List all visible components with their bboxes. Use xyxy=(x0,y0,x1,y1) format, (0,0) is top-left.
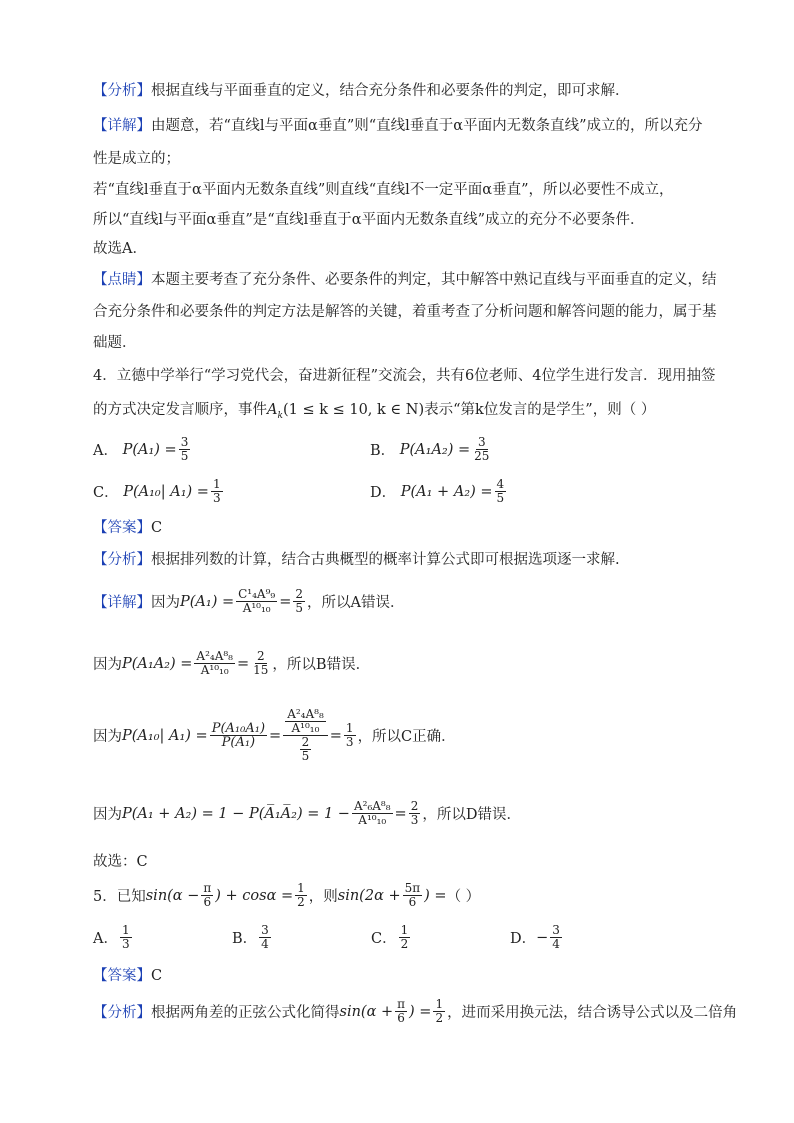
eq-sign: = xyxy=(279,593,292,610)
option-fraction xyxy=(472,436,491,463)
eq-fraction xyxy=(352,800,393,827)
fraction-numerator: 3 xyxy=(261,923,269,937)
q4-detail-eq-4 xyxy=(93,800,521,827)
eq-fraction xyxy=(236,588,277,615)
fraction-numerator: P(A₁₀A₁) xyxy=(211,721,266,736)
detail-tag: 【详解】 xyxy=(93,595,151,611)
q4-answer xyxy=(93,518,162,538)
fraction-denominator: 5 xyxy=(295,601,304,615)
q4-analysis xyxy=(93,550,620,570)
fraction-numerator: 3 xyxy=(552,923,560,937)
q3-analysis xyxy=(93,81,630,101)
q5-stem-text-c: （ ） xyxy=(446,889,481,905)
q4-stem-text-b: 表示“第k位发言的是学生”，则（ ） xyxy=(424,402,656,418)
detail-intro: 因为 xyxy=(151,595,180,611)
q3-comment-line-3: 础题． xyxy=(93,335,137,351)
fraction-numerator: C¹₄A⁹₉ xyxy=(238,587,276,601)
q5-stem-text-b: ，则 xyxy=(308,889,338,905)
eq-tail: ，所以A错误． xyxy=(307,595,405,611)
fraction-numerator: π xyxy=(397,997,406,1011)
option-fraction xyxy=(399,924,411,951)
fraction-denominator: A¹⁰₁₀ xyxy=(242,601,271,615)
fraction-numerator: 2 xyxy=(410,799,419,813)
option-label: C． xyxy=(371,931,397,947)
answer-tag: 【答案】 xyxy=(93,968,151,984)
fraction-numerator: 1 xyxy=(345,721,354,735)
q4-option-b xyxy=(370,436,493,463)
compound-denominator xyxy=(298,736,314,763)
compound-numerator xyxy=(283,708,328,736)
option-label: D． xyxy=(510,931,537,947)
fraction-denominator: P(A₁) xyxy=(221,735,256,750)
q4-choice: 故选：C xyxy=(93,854,148,870)
fraction-denominator: 5 xyxy=(496,491,505,505)
q4-stem-line-2 xyxy=(93,400,655,426)
option-fraction xyxy=(120,924,132,951)
option-fraction xyxy=(259,924,271,951)
eq-result xyxy=(251,650,270,677)
q3-comment-line-1 xyxy=(93,270,717,290)
q3-detail-line-4: 所以“直线l与平面α垂直”是“直线l垂直于α平面内无数条直线”成立的充分不必要条件． xyxy=(93,212,645,228)
fraction-numerator: 1 xyxy=(435,997,444,1011)
fraction-numerator: 1 xyxy=(400,923,409,937)
q4-analysis-text: 根据排列数的计算，结合古典概型的概率计算公式即可根据选项逐一求解. xyxy=(151,552,620,568)
fraction-denominator: A¹⁰₁₀ xyxy=(358,813,387,827)
q4-event-sub: k xyxy=(277,410,283,421)
q3-analysis-text: 根据直线与平面垂直的定义，结合充分条件和必要条件的判定，即可求解． xyxy=(151,83,630,99)
fraction-denominator: 6 xyxy=(203,895,212,909)
fraction-numerator: 2 xyxy=(301,735,310,749)
q4-stem-line-1: 4．立德中学举行“学习党代会，奋进新征程”交流会，共有6位老师、4位学生进行发言．现用抽签 xyxy=(93,368,716,384)
q5-expr-1: sin(α − xyxy=(145,887,200,904)
eq-lhs: P(A₁) = xyxy=(180,593,235,610)
option-fraction xyxy=(211,478,223,505)
eq-tail: ，所以B错误． xyxy=(272,657,371,673)
option-label: A． xyxy=(93,443,118,459)
q3-detail-text-1: 由题意，若“直线l与平面α垂直”则“直线l垂直于α平面内无数条直线”成立的，所以充分 xyxy=(151,118,703,134)
q5-analysis xyxy=(93,998,737,1025)
q5-analysis-expr-2: ) = xyxy=(409,1003,432,1020)
option-expr: P(A₁) = xyxy=(122,441,177,458)
fraction-denominator: 3 xyxy=(212,491,221,505)
q5-analysis-text-b: ，进而采用换元法，结合诱导公式以及二倍角 xyxy=(447,1005,738,1021)
q5-analysis-text-a: 根据两角差的正弦公式化简得 xyxy=(151,1005,340,1021)
option-label: A． xyxy=(93,931,118,947)
q4-detail-eq-2 xyxy=(93,650,370,677)
option-fraction xyxy=(550,924,562,951)
fraction-numerator: 1 xyxy=(212,477,221,491)
fraction-numerator: 1 xyxy=(297,881,305,895)
q5-stem-text-a: 5．已知 xyxy=(93,889,146,905)
q5-analysis-expr: sin(α + xyxy=(339,1003,394,1020)
fraction-numerator: 3 xyxy=(180,435,189,449)
q4-event-condition: (1 ≤ k ≤ 10, k ∈ N) xyxy=(282,402,425,418)
q5-analysis-half-fraction xyxy=(433,998,445,1025)
q5-half-fraction xyxy=(295,882,307,909)
detail-intro: 因为 xyxy=(93,657,122,673)
eq-tail: ，所以C正确． xyxy=(357,729,456,745)
fraction-numerator: A²₄A⁸₈ xyxy=(196,649,233,663)
q5-expr-4: ) = xyxy=(424,887,447,904)
option-expr: P(A₁₀| A₁) = xyxy=(123,483,209,500)
detail-intro: 因为 xyxy=(93,729,122,745)
q4-event-symbol: A xyxy=(267,402,278,418)
q4-answer-value: C xyxy=(151,520,163,536)
option-label: B． xyxy=(370,443,396,459)
fraction-denominator: 6 xyxy=(408,895,417,909)
q5-option-b xyxy=(232,924,273,951)
eq-tail: ，所以D错误． xyxy=(422,807,521,823)
eq-sign: = xyxy=(394,805,407,822)
q4-option-a xyxy=(93,436,192,463)
q5-5pi-fraction xyxy=(403,882,423,909)
q4-option-d xyxy=(370,478,508,505)
eq-sign: = xyxy=(269,727,282,744)
fraction-denominator: 3 xyxy=(345,735,354,749)
fraction-denominator: 2 xyxy=(435,1011,444,1025)
eq-compound-fraction xyxy=(283,708,328,763)
fraction-numerator: A²₆A⁸₈ xyxy=(353,799,391,813)
option-expr: P(A₁ + A₂) = xyxy=(400,483,493,500)
q5-option-c xyxy=(371,924,412,951)
option-fraction xyxy=(179,436,191,463)
q5-expr-2: ) + cosα = xyxy=(215,887,294,904)
q5-stem xyxy=(93,882,480,909)
fraction-numerator: π xyxy=(203,881,212,895)
eq-sign: = xyxy=(329,727,342,744)
q4-option-c xyxy=(93,478,225,505)
option-expr: P(A₁A₂) = xyxy=(399,441,471,458)
q4-stem-text-a: 的方式决定发言顺序，事件 xyxy=(93,402,267,418)
fraction-numerator: 2 xyxy=(256,649,265,663)
q5-answer-value: C xyxy=(151,968,163,984)
fraction-numerator: 1 xyxy=(121,923,130,937)
q4-detail-eq-1 xyxy=(93,588,405,615)
eq-sign: = xyxy=(236,655,250,672)
fraction-numerator: 5π xyxy=(404,881,421,895)
fraction-numerator: 2 xyxy=(295,587,304,601)
fraction-denominator: 25 xyxy=(474,449,490,463)
analysis-tag: 【分析】 xyxy=(93,1005,151,1021)
fraction-denominator: A¹⁰₁₀ xyxy=(291,721,320,735)
fraction-numerator: 4 xyxy=(496,477,505,491)
detail-intro: 因为 xyxy=(93,807,122,823)
eq-result xyxy=(409,800,421,827)
option-label: C． xyxy=(93,485,119,501)
q3-detail-line-1 xyxy=(93,116,703,136)
option-sign: − xyxy=(536,929,549,946)
fraction-denominator: 4 xyxy=(552,937,560,951)
q3-detail-line-2: 性是成立的； xyxy=(93,151,180,167)
eq-lhs: P(A₁₀| A₁) = xyxy=(122,727,208,744)
fraction-denominator: 15 xyxy=(253,663,269,677)
q5-answer xyxy=(93,966,162,986)
fraction-denominator: 4 xyxy=(261,937,269,951)
fraction-denominator: 6 xyxy=(397,1011,405,1025)
q5-pi-fraction xyxy=(201,882,213,909)
q5-option-a xyxy=(93,924,134,951)
option-label: B． xyxy=(232,931,258,947)
eq-lhs: P(A₁ + A₂) = 1 − P(A̅₁A̅₂) = 1 − xyxy=(122,805,350,822)
fraction-numerator: 3 xyxy=(477,435,486,449)
analysis-tag: 【分析】 xyxy=(93,83,151,99)
fraction-numerator: A²₄A⁸₈ xyxy=(287,707,324,721)
q5-analysis-pi-fraction xyxy=(395,998,407,1025)
q5-option-d xyxy=(510,924,564,951)
eq-lhs: P(A₁A₂) = xyxy=(122,655,193,672)
q3-detail-line-3: 若“直线l垂直于α平面内无数条直线”则直线“直线l不一定平面α垂直”，所以必要性不成立， xyxy=(93,182,674,198)
answer-tag: 【答案】 xyxy=(93,520,151,536)
option-label: D． xyxy=(370,485,397,501)
fraction-denominator: 3 xyxy=(410,813,419,827)
eq-fraction xyxy=(194,650,235,677)
fraction-denominator: A¹⁰₁₀ xyxy=(200,663,229,677)
q4-detail-eq-3 xyxy=(93,708,456,763)
fraction-denominator: 3 xyxy=(121,937,130,951)
q3-comment-line-2: 合充分条件和必要条件的判定方法是解答的关键，着重考查了分析问题和解答问题的能力，属于基 xyxy=(93,304,717,320)
option-fraction xyxy=(495,478,507,505)
comment-tag: 【点睛】 xyxy=(93,272,151,288)
eq-result xyxy=(344,722,356,749)
fraction-denominator: 2 xyxy=(297,895,305,909)
analysis-tag: 【分析】 xyxy=(93,552,151,568)
fraction-denominator: 5 xyxy=(180,449,189,463)
q3-comment-text-1: 本题主要考查了充分条件、必要条件的判定，其中解答中熟记直线与平面垂直的定义，结 xyxy=(151,272,717,288)
detail-tag: 【详解】 xyxy=(93,118,151,134)
eq-fraction xyxy=(210,722,267,749)
q3-choice: 故选A． xyxy=(93,241,147,257)
q5-expr-3: sin(2α + xyxy=(337,887,401,904)
eq-result xyxy=(293,588,305,615)
fraction-denominator: 5 xyxy=(301,749,310,763)
fraction-denominator: 2 xyxy=(400,937,409,951)
